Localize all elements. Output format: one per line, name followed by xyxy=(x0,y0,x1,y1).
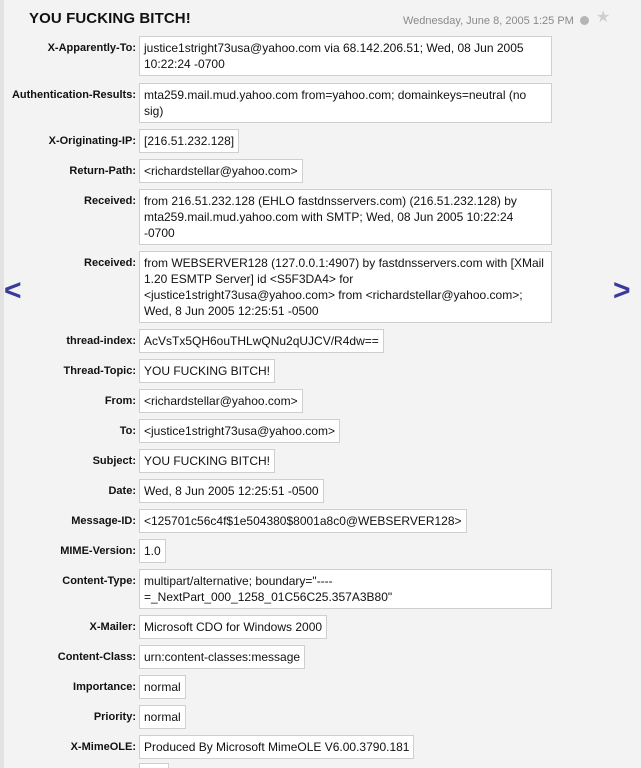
header-value-thread-topic: YOU FUCKING BITCH! xyxy=(139,359,275,383)
header-value-x-apparently-to: justice1stright73usa@yahoo.com via 68.142.206.51; Wed, 08 Jun 2005 10:22:24 -0700 xyxy=(139,36,552,76)
header-value-return-path: <richardstellar@yahoo.com> xyxy=(139,159,303,183)
header-value-thread-index: AcVsTx5QH6ouTHLwQNu2qUJCV/R4dw== xyxy=(139,329,384,353)
header-label-received-1: Received: xyxy=(84,195,136,207)
left-border xyxy=(0,0,4,768)
header-label-thread-topic: Thread-Topic: xyxy=(63,365,136,377)
message-subject-title: YOU FUCKING BITCH! xyxy=(29,10,191,27)
header-label-date: Date: xyxy=(108,485,136,497)
header-label-message-id: Message-ID: xyxy=(71,515,136,527)
header-label-x-originating-ip: X-Originating-IP: xyxy=(48,135,136,147)
header-label-priority: Priority: xyxy=(93,711,136,723)
header-value-received-1: from 216.51.232.128 (EHLO fastdnsservers.com) (216.51.232.128) by mta259.mail.mud.yahoo.com with SMTP; Wed, 08 Jun 2005 10:22:24 -0700 xyxy=(139,189,552,245)
header-value-priority: normal xyxy=(139,705,186,729)
truncated-header-box xyxy=(139,763,169,768)
header-label-x-apparently-to: X-Apparently-To: xyxy=(47,42,136,54)
header-label-authentication-results: Authentication-Results: xyxy=(11,89,136,101)
header-value-mime-version: 1.0 xyxy=(139,539,166,563)
next-message-button[interactable]: > xyxy=(613,274,631,307)
header-value-x-mailer: Microsoft CDO for Windows 2000 xyxy=(139,615,327,639)
header-value-x-originating-ip: [216.51.232.128] xyxy=(139,129,239,153)
header-label-received-2: Received: xyxy=(84,257,136,269)
message-date: Wednesday, June 8, 2005 1:25 PM xyxy=(403,15,574,27)
header-label-importance: Importance: xyxy=(73,681,136,693)
header-value-authentication-results: mta259.mail.mud.yahoo.com from=yahoo.com; domainkeys=neutral (no sig) xyxy=(139,83,552,123)
header-label-content-type: Content-Type: xyxy=(62,575,136,587)
header-value-from: <richardstellar@yahoo.com> xyxy=(139,389,303,413)
header-value-message-id: <125701c56c4f$1e504380$8001a8c0@WEBSERVER128> xyxy=(139,509,467,533)
star-icon[interactable]: ★ xyxy=(596,9,611,26)
header-value-date: Wed, 8 Jun 2005 12:25:51 -0500 xyxy=(139,479,324,503)
header-label-return-path: Return-Path: xyxy=(69,165,136,177)
header-value-received-2: from WEBSERVER128 (127.0.0.1:4907) by fastdnsservers.com with [XMail 1.20 ESMTP Server] id <S5F3DA4> for <justice1stright73usa@yahoo.com> from <richardstellar@yahoo.com>; Wed, 8 Jun 2005 12:25:51 -0500 xyxy=(139,251,552,323)
header-label-content-class: Content-Class: xyxy=(57,651,136,663)
header-value-x-mimeole: Produced By Microsoft MimeOLE V6.00.3790.181 xyxy=(139,735,414,759)
header-label-mime-version: MIME-Version: xyxy=(60,545,136,557)
previous-message-button[interactable]: < xyxy=(4,274,22,307)
status-dot-icon[interactable] xyxy=(580,16,589,25)
header-label-subject: Subject: xyxy=(92,455,136,467)
header-value-importance: normal xyxy=(139,675,186,699)
header-label-to: To: xyxy=(119,425,136,437)
header-value-subject: YOU FUCKING BITCH! xyxy=(139,449,275,473)
header-label-from: From: xyxy=(104,395,136,407)
header-label-thread-index: thread-index: xyxy=(66,335,136,347)
header-value-content-class: urn:content-classes:message xyxy=(139,645,305,669)
header-value-to: <justice1stright73usa@yahoo.com> xyxy=(139,419,340,443)
header-label-x-mimeole: X-MimeOLE: xyxy=(70,741,136,753)
header-value-content-type: multipart/alternative; boundary="----=_NextPart_000_1258_01C56C25.357A3B80" xyxy=(139,569,552,609)
header-label-x-mailer: X-Mailer: xyxy=(89,621,136,633)
